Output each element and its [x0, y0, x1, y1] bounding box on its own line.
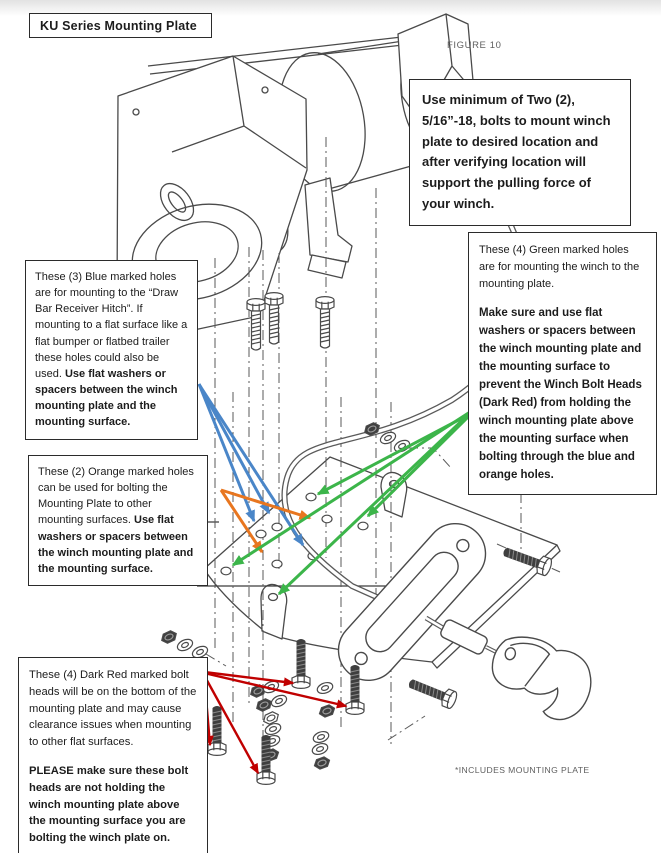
hook-icon	[483, 630, 599, 725]
callout-green-paragraph-1: These (4) Green marked holes are for mounting the winch to the mounting plate.	[479, 244, 640, 291]
title-box	[29, 13, 212, 38]
callout-dark-red-paragraph-1: These (4) Dark Red marked bolt heads will be on the bottom of the mounting plate and may cause clearance issues when mounting to other flat surfaces.	[29, 669, 197, 749]
figure-label: FIGURE 10	[447, 40, 502, 51]
bolt-requirement-note-text: Use minimum of Two (2), 5/16”-18, bolts to mount winch plate to desired location and after verifying location will support the pulling force of your winch.	[422, 92, 611, 211]
page-title: KU Series Mounting Plate	[40, 19, 197, 33]
callout-blue-text-bold: Use flat washers or spacers between the winch mounting plate and the mounting surface.	[35, 367, 178, 429]
callout-blue-holes-box	[25, 260, 198, 440]
cable-hook-assembly	[426, 618, 599, 726]
callout-green-paragraph-2: Make sure and use flat washers or spacers between the winch mounting plate and the mounting surface to prevent the Winch Bolt Heads (Dark Red) from holding the winch mounting plate above the mounting surface when bolting through the blue and orange holes.	[479, 307, 642, 481]
includes-mounting-plate-footnote: *INCLUDES MOUNTING PLATE	[455, 765, 590, 775]
callout-dark-red-bolt-heads-box	[18, 657, 208, 853]
callout-blue-text-normal: These (3) Blue marked holes are for mounting to the “Draw Bar Receiver Hitch”. If mounting to a flat surface like a flat bumper or flatbed trailer these holes could also be used.	[35, 271, 188, 380]
bolt-requirement-note-box	[409, 79, 631, 226]
callout-orange-text-bold: Use flat washers or spacers between the winch mounting plate and the mounting surface.	[38, 514, 194, 575]
callout-orange-holes-box	[28, 455, 208, 586]
callout-green-holes-box	[468, 232, 657, 495]
callout-orange-text-normal: These (2) Orange marked holes can be used for bolting the Mounting Plate to other mounting surfaces.	[38, 466, 194, 527]
callout-dark-red-paragraph-2: PLEASE make sure these bolt heads are not holding the winch mounting plate above the mounting surface you are bolting the winch plate on.	[29, 764, 189, 845]
